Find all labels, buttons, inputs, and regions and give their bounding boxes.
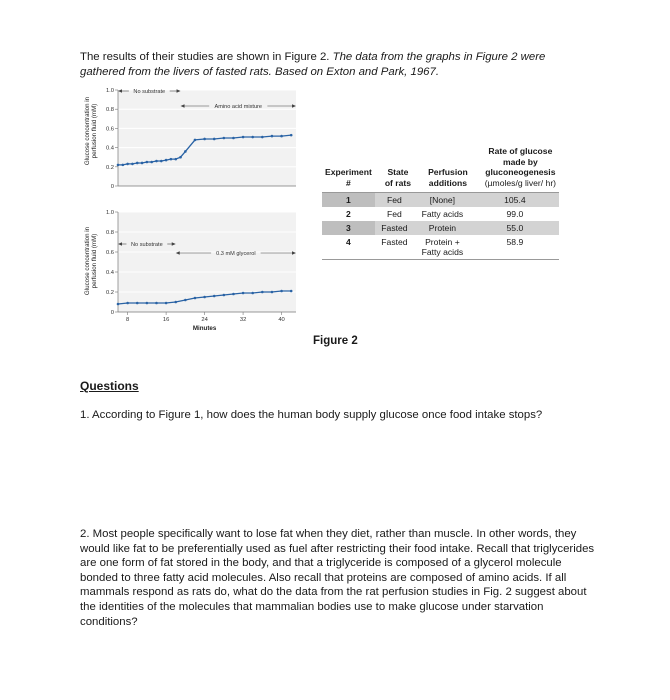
x-tick-label: 32 — [239, 317, 247, 323]
data-point — [242, 292, 245, 295]
data-point — [131, 163, 134, 166]
data-point — [155, 302, 158, 305]
x-tick-label: 8 — [126, 317, 130, 323]
chart1-ylabel: Glucose concentration in perfusion fluid (mM) — [84, 96, 98, 166]
y-tick-label: 0 — [110, 184, 114, 190]
question-1: 1. According to Figure 1, how does the human body supply glucose once food intake stops? — [80, 409, 543, 421]
data-point — [280, 135, 283, 138]
data-point — [122, 164, 125, 167]
table-row — [322, 235, 559, 260]
cell-rate: 55.0 — [471, 221, 559, 235]
data-point — [194, 297, 197, 300]
intro-italic: The data from the graphs in Figure 2 were gathered from the livers of fasted rats. Based on Exton and Park, 1967. — [80, 51, 546, 78]
x-tick-label: 24 — [201, 317, 208, 323]
data-point — [136, 162, 139, 165]
table-row — [322, 193, 559, 208]
x-tick-label: 40 — [278, 317, 285, 323]
y-tick-label: 0.4 — [105, 270, 114, 276]
data-point — [203, 296, 206, 299]
data-point — [165, 302, 168, 305]
data-point — [213, 295, 216, 298]
data-point — [179, 156, 182, 159]
header-experiment: Experiment # — [325, 167, 372, 188]
chart2-ylabel: Glucose concentration in perfusion fluid (mM) — [84, 226, 98, 296]
data-point — [261, 291, 264, 294]
data-point — [194, 139, 197, 142]
data-point — [261, 136, 264, 139]
cell-state: Fasted — [375, 235, 414, 260]
data-point — [223, 294, 226, 297]
annotation-label: No substrate — [133, 89, 166, 95]
chart-amino-acid — [96, 82, 316, 192]
data-point — [290, 134, 293, 137]
data-point — [280, 290, 283, 293]
cell-rate: 105.4 — [471, 193, 559, 208]
cell-state: Fed — [375, 193, 414, 208]
cell-rate: 58.9 — [471, 235, 559, 260]
data-point — [146, 161, 149, 164]
y-tick-label: 0.6 — [105, 126, 114, 133]
annotation-label: 0.3 mM glycerol — [216, 251, 256, 257]
data-point — [117, 164, 120, 167]
data-point — [242, 136, 245, 139]
data-point — [136, 302, 139, 305]
data-point — [126, 163, 129, 166]
header-state: State of rats — [384, 167, 412, 188]
intro-paragraph — [80, 50, 590, 80]
cell-perfusion: Protein — [414, 221, 471, 235]
cell-experiment: 4 — [322, 235, 375, 260]
data-point — [165, 159, 168, 162]
data-point — [213, 138, 216, 141]
cell-experiment: 1 — [322, 193, 375, 208]
x-tick-label: 16 — [162, 317, 170, 323]
data-point — [146, 302, 149, 305]
table-row — [322, 221, 559, 235]
question-2: 2. Most people specifically want to lose fat when they diet, rather than muscle. In other words, they would like fat to be preferentially used as fuel after restricting their food intake. Recall that triglycerides are one form of fat stored in the body, and that a triglyceride is composed of a glycerol molecule bonded to three fatty acid molecules. Also recall that proteins are composed of amino acids. If all mammals respond as rats do, what do the data from the rat perfusion studies in Fig. 2 suggest about the identities of the molecules that mammalian bodies use to make glucose under starvation conditions? — [80, 528, 595, 628]
y-tick-label: 0.8 — [105, 230, 114, 236]
cell-state: Fed — [387, 209, 402, 219]
data-point — [117, 303, 120, 306]
data-point — [232, 137, 235, 140]
data-point — [174, 301, 177, 304]
y-tick-label: 0 — [110, 310, 114, 316]
data-point — [271, 291, 274, 294]
header-perfusion: Perfusion additions — [428, 167, 468, 188]
y-tick-label: 0.2 — [105, 164, 114, 171]
plot-area — [118, 90, 296, 186]
y-tick-label: 0.4 — [105, 145, 114, 152]
cell-perfusion: [None] — [414, 193, 471, 208]
y-tick-label: 1.0 — [105, 210, 114, 216]
results-table — [322, 146, 559, 260]
questions-heading: Questions — [80, 379, 139, 393]
data-point — [251, 292, 254, 295]
annotation-label: Amino acid mixture — [214, 104, 263, 110]
data-point — [174, 158, 177, 161]
cell-rate: 99.0 — [506, 209, 524, 219]
header-rate: Rate of glucose made by gluconeogenesis (µmoles/g liver/ hr) — [484, 146, 557, 188]
data-point — [203, 138, 206, 141]
table-row — [322, 207, 559, 221]
y-tick-label: 1.0 — [105, 88, 114, 94]
chart-glycerol — [96, 204, 316, 334]
cell-experiment: 3 — [322, 221, 375, 235]
cell-state: Fasted — [375, 221, 414, 235]
data-point — [155, 160, 158, 163]
data-point — [170, 158, 173, 161]
cell-perfusion: Protein + Fatty acids — [414, 235, 471, 260]
data-point — [232, 293, 235, 296]
y-tick-label: 0.6 — [105, 250, 114, 256]
x-axis-label: Minutes — [192, 325, 217, 332]
figure-caption: Figure 2 — [313, 335, 358, 347]
data-point — [150, 161, 153, 164]
data-point — [251, 136, 254, 139]
data-point — [184, 299, 187, 302]
data-point — [141, 162, 144, 165]
y-tick-label: 0.2 — [105, 290, 114, 296]
cell-experiment: 2 — [346, 209, 351, 219]
data-point — [290, 290, 293, 293]
annotation-label: No substrate — [131, 242, 163, 248]
data-point — [223, 137, 226, 140]
y-tick-label: 0.8 — [105, 107, 114, 114]
data-point — [184, 150, 187, 153]
cell-perfusion: Fatty acids — [421, 209, 464, 219]
data-point — [271, 135, 274, 138]
data-point — [126, 302, 129, 305]
intro-plain: The results of their studies are shown in Figure 2. — [80, 51, 333, 63]
data-point — [160, 160, 163, 163]
